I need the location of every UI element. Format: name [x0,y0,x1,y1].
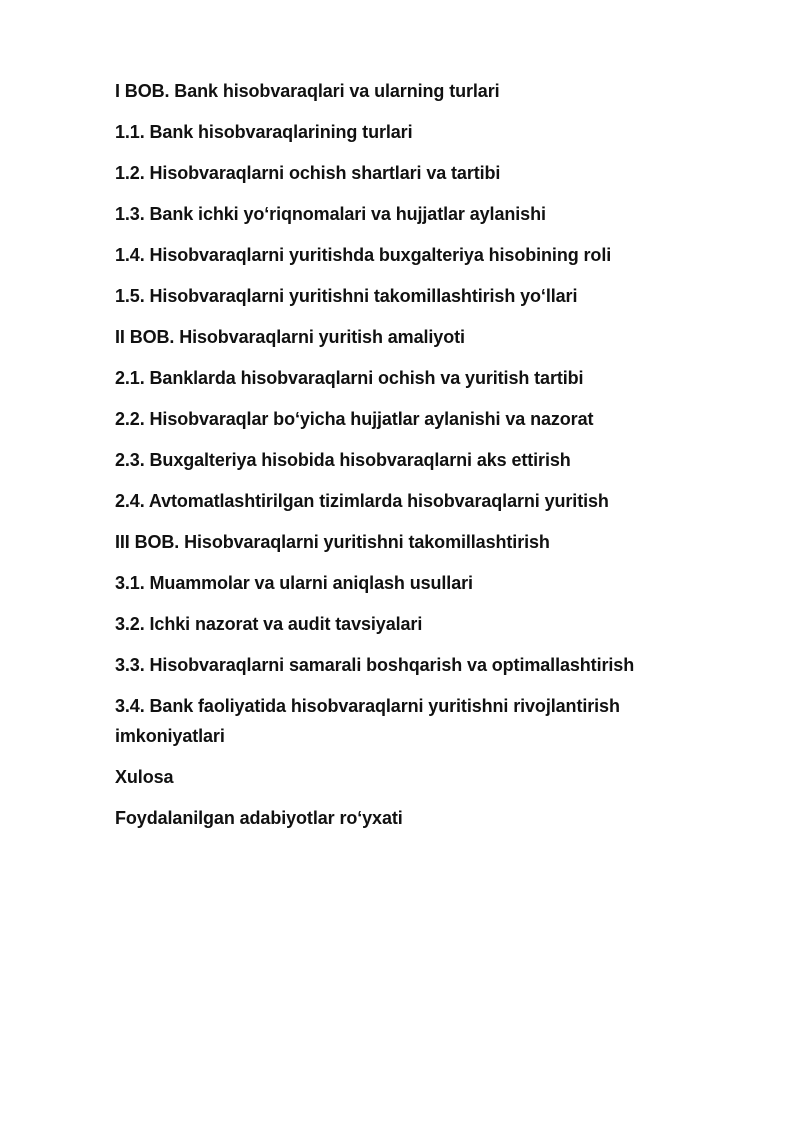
toc-section-1-2: 1.2. Hisobvaraqlarni ochish shartlari va tartibi [115,163,501,183]
toc-section-3-1: 3.1. Muammolar va ularni aniqlash usullari [115,573,473,593]
toc-section-2-1: 2.1. Banklarda hisobvaraqlarni ochish va yuritish tartibi [115,368,584,388]
toc-section-1-5: 1.5. Hisobvaraqlarni yuritishni takomillashtirish yo‘llari [115,286,578,306]
toc-section-3-3: 3.3. Hisobvaraqlarni samarali boshqarish va optimallashtirish [115,655,635,675]
toc-section-2-3: 2.3. Buxgalteriya hisobida hisobvaraqlarni aks ettirish [115,450,571,470]
toc-chapter-2: II BOB. Hisobvaraqlarni yuritish amaliyoti [115,327,465,347]
toc-section-2-4: 2.4. Avtomatlashtirilgan tizimlarda hisobvaraqlarni yuritish [115,491,609,511]
toc-chapter-1: I BOB. Bank hisobvaraqlari va ularning turlari [115,81,500,101]
toc-section-1-4: 1.4. Hisobvaraqlarni yuritishda buxgalteriya hisobining roli [115,245,612,265]
table-of-contents [115,76,675,844]
toc-section-3-2: 3.2. Ichki nazorat va audit tavsiyalari [115,614,423,634]
toc-section-3-4: 3.4. Bank faoliyatida hisobvaraqlarni yuritishni rivojlantirish imkoniyatlari [115,696,620,746]
toc-section-1-3: 1.3. Bank ichki yo‘riqnomalari va hujjatlar aylanishi [115,204,546,224]
toc-section-1-1: 1.1. Bank hisobvaraqlarining turlari [115,122,413,142]
toc-conclusion: Xulosa [115,767,174,787]
toc-section-2-2: 2.2. Hisobvaraqlar bo‘yicha hujjatlar aylanishi va nazorat [115,409,594,429]
toc-references: Foydalanilgan adabiyotlar ro‘yxati [115,808,403,828]
toc-chapter-3: III BOB. Hisobvaraqlarni yuritishni takomillashtirish [115,532,550,552]
